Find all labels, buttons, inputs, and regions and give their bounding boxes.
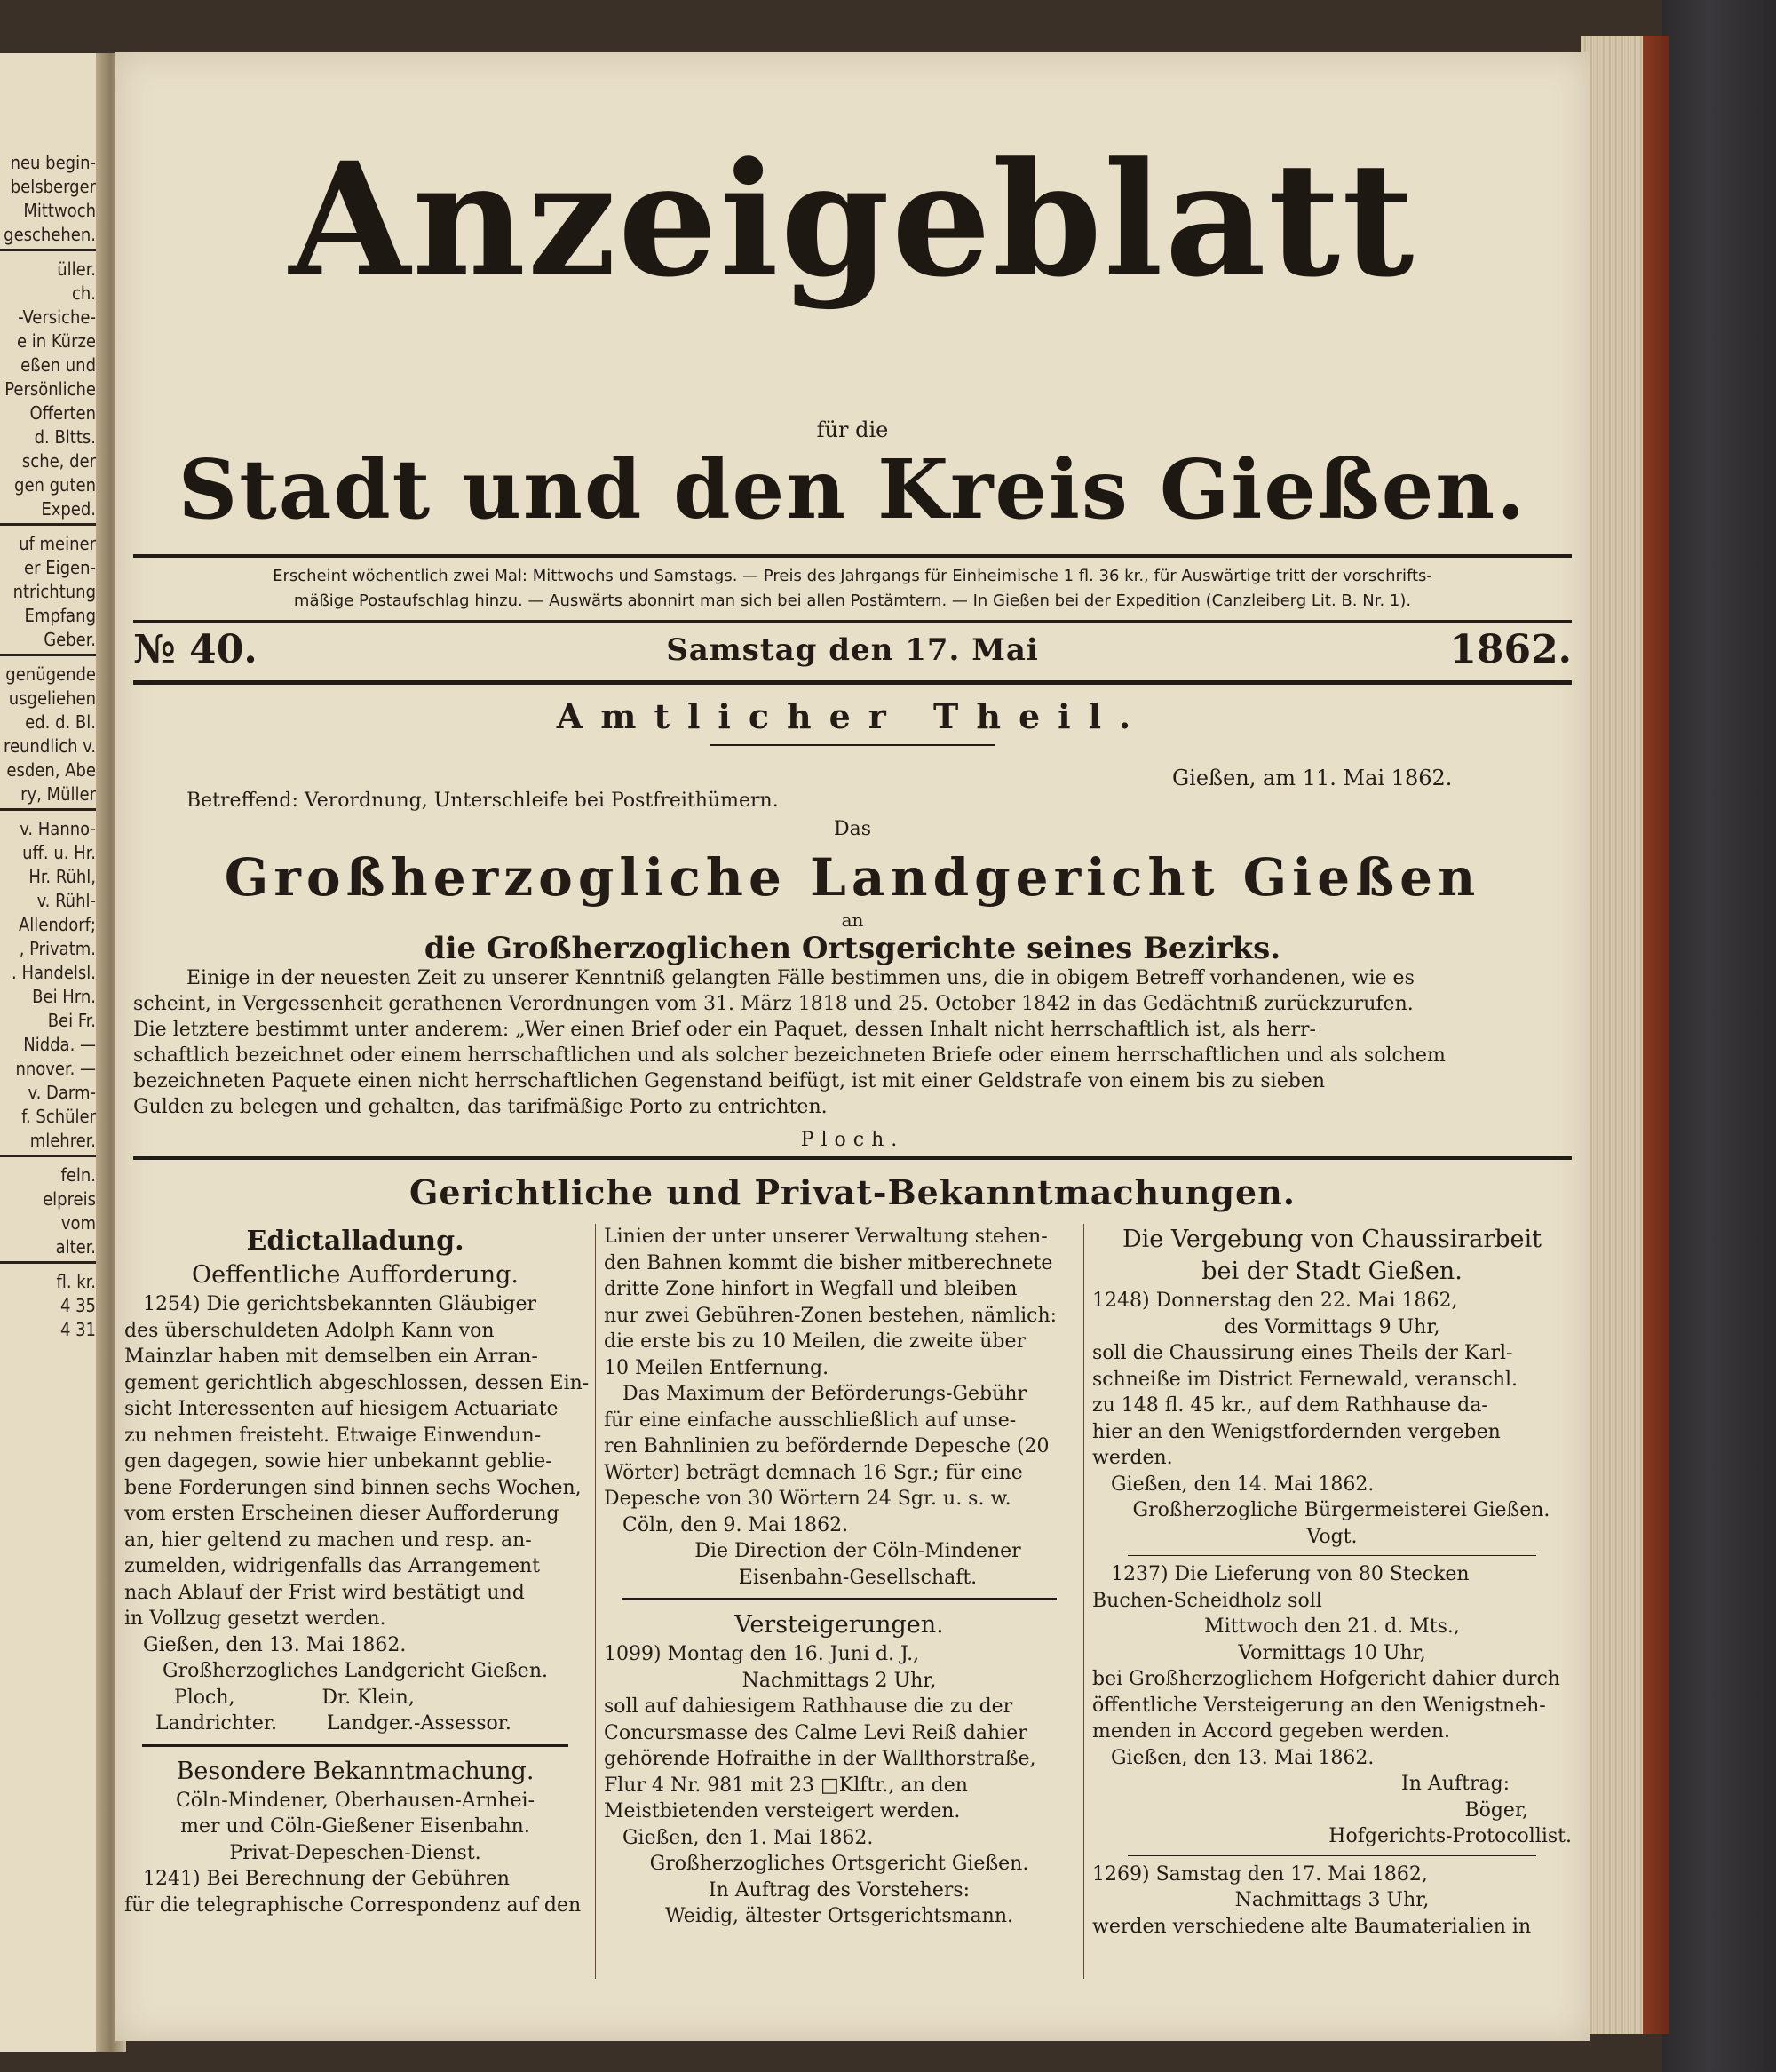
column-line: Gießen, den 13. Mai 1862.: [124, 1633, 407, 1656]
column-line: Depesche von 30 Wörtern 24 Sgr. u. s. w.: [604, 1488, 1011, 1510]
column-heading: Oeffentliche Aufforderung.: [192, 1261, 519, 1289]
left-page-line: geschehen.: [4, 224, 96, 245]
column-line: Die Direction der Cöln-Mindener: [657, 1540, 1021, 1562]
masthead-title: Anzeigeblatt: [289, 128, 1416, 312]
column-line: öffentliche Versteigerung an den Wenigstneh-: [1092, 1694, 1546, 1717]
book-binding: [1662, 0, 1776, 2072]
left-page-line: e in Kürze: [16, 330, 96, 352]
official-body-line: Einige in der neuesten Zeit zu unserer Kenntniß gelangten Fälle bestimmen uns, die in obigem Betreff vorhandenen, wie es: [186, 967, 1415, 989]
column-line: zumelden, widrigenfalls das Arrangement: [124, 1555, 541, 1577]
column-line: an, hier geltend zu machen und resp. an-: [124, 1528, 532, 1552]
left-page-line: üller.: [57, 258, 96, 280]
left-page-line: 4 35: [59, 1295, 96, 1316]
official-body-line: Gulden zu belegen und gehalten, das tarifmäßige Porto zu entrichten.: [133, 1096, 828, 1118]
left-page-line: eßen und: [20, 354, 96, 376]
column-line: werden.: [1092, 1447, 1173, 1469]
column-heading: Besondere Bekanntmachung.: [176, 1757, 535, 1785]
column-line: 1248) Donnerstag den 22. Mai 1862,: [1092, 1290, 1458, 1312]
left-page-rule: [0, 249, 96, 251]
official-an: an: [841, 909, 864, 931]
issue-rule-bottom: [133, 680, 1572, 685]
left-page-line: mlehrer.: [29, 1130, 96, 1151]
official-section-title: Amtlicher Theil.: [556, 696, 1149, 736]
column-line: hier an den Wenigstfordernden vergeben: [1092, 1420, 1501, 1443]
column-line: ren Bahnlinien zu befördernde Depesche (20: [604, 1435, 1050, 1457]
column-line: für eine einfache ausschließlich auf unse-: [604, 1409, 1017, 1432]
column-line: 1254) Die gerichtsbekannten Gläubiger: [124, 1293, 537, 1315]
column-rule: [622, 1598, 1057, 1600]
column-line: Gießen, den 13. Mai 1862.: [1092, 1746, 1375, 1769]
column-line: Großherzogliche Bürgermeisterei Gießen.: [1114, 1499, 1550, 1521]
official-body-line: Die letztere bestimmt unter anderem: „Wer einen Brief oder ein Paquet, dessen Inhalt nicht herrschaftlich ist, als herr-: [133, 1019, 1316, 1041]
private-section-title: Gerichtliche und Privat-Bekanntmachungen.: [408, 1172, 1296, 1212]
left-page-line: belsberger: [10, 176, 96, 197]
column-line: In Auftrag:: [1401, 1773, 1572, 1795]
left-page-line: Nidda. —: [23, 1034, 96, 1055]
left-page-line: Bei Hrn.: [32, 986, 96, 1007]
column-line: Hofgerichts-Protocollist.: [1328, 1825, 1572, 1847]
left-page-line: Offerten: [29, 402, 96, 424]
left-page-line: Geber.: [44, 629, 96, 650]
column-line: gement gerichtlich abgeschlossen, dessen Ein-: [124, 1371, 590, 1394]
left-page-line: esden, Abe: [6, 759, 96, 781]
issue-row: [133, 627, 1572, 675]
column-line: sicht Interessenten auf hiesigem Actuariate: [124, 1398, 559, 1420]
column-line: 1269) Samstag den 17. Mai 1862,: [1092, 1862, 1428, 1885]
info-line-2: mäßige Postaufschlag hinzu. — Auswärts abonnirt man sich bei allen Postämtern. — In Gießen bei der Expedition (Canzleiberg Lit. B. Nr. 1).: [293, 591, 1412, 610]
column-line: vom ersten Erscheinen dieser Aufforderung: [124, 1503, 559, 1525]
left-page-line: ch.: [71, 282, 96, 304]
column-line: 1241) Bei Berechnung der Gebühren: [124, 1868, 510, 1890]
left-page-line: Allendorf;: [18, 914, 96, 935]
column-line: Weidig, ältester Ortsgerichtsmann.: [664, 1905, 1013, 1927]
masthead-subtitle: Stadt und den Kreis Gießen.: [178, 441, 1527, 537]
column-line: Vogt.: [1306, 1525, 1358, 1548]
left-page-line: er Eigen-: [24, 557, 96, 578]
issue-date: Samstag den 17. Mai: [666, 632, 1039, 668]
left-page-line: uf meiner: [19, 533, 96, 554]
column-line: Gießen, den 1. Mai 1862.: [604, 1826, 874, 1849]
left-page-rule: [0, 1261, 96, 1264]
column-line: in Vollzug gesetzt werden.: [124, 1608, 386, 1630]
left-page-line: vom: [60, 1212, 96, 1234]
column-line: den Bahnen kommt die bisher mitberechnete: [604, 1251, 1053, 1274]
column-line: bei Großherzoglichem Hofgericht dahier durch: [1092, 1668, 1560, 1690]
column-line: Gießen, den 14. Mai 1862.: [1092, 1473, 1375, 1496]
column-line: Wörter) beträgt demnach 16 Sgr.; für eine: [604, 1461, 1023, 1484]
left-page-line: genügende: [5, 663, 96, 685]
column-line: zu 148 fl. 45 kr., auf dem Rathhause da-: [1092, 1394, 1488, 1417]
left-page-line: f. Schüler: [21, 1106, 96, 1127]
left-page-line: , Privatm.: [19, 938, 96, 959]
column-line: Großherzogliches Ortsgericht Gießen.: [649, 1853, 1029, 1875]
left-page-line: d. Bltts.: [34, 426, 96, 448]
column-line: gehörende Hofraithe in der Wallthorstraße,: [604, 1748, 1036, 1770]
column-line: schneiße im District Fernewald, veranschl.: [1092, 1368, 1518, 1391]
left-page-line: uff. u. Hr.: [22, 842, 96, 863]
column-line: die erste bis zu 10 Meilen, die zweite über: [604, 1330, 1026, 1353]
left-page-line: Persönliche: [4, 378, 96, 400]
column-line: Nachmittags 3 Uhr,: [1234, 1889, 1430, 1911]
private-rule-top: [133, 1156, 1572, 1160]
column-line: 1099) Montag den 16. Juni d. J.,: [604, 1643, 920, 1665]
official-subject: Betreffend: Verordnung, Unterschleife bei Postfreithümern.: [186, 790, 779, 812]
issue-number: № 40.: [133, 627, 258, 672]
official-place-date: Gießen, am 11. Mai 1862.: [1172, 766, 1453, 790]
left-page-line: usgeliehen: [8, 687, 96, 709]
left-page-line: nnover. —: [15, 1058, 96, 1079]
column-line: Linien der unter unserer Verwaltung stehen-: [604, 1226, 1048, 1248]
column-line: Cöln, den 9. Mai 1862.: [604, 1513, 849, 1536]
official-das: Das: [833, 818, 872, 840]
left-page-line: Exped.: [41, 498, 96, 520]
column-rule: [1128, 1855, 1536, 1856]
column-divider-2: [1083, 1224, 1084, 1979]
column-3: [1092, 1224, 1572, 1940]
column-line: dritte Zone hinfort in Wegfall und bleiben: [604, 1278, 1018, 1300]
info-line-1: Erscheint wöchentlich zwei Mal: Mittwochs und Samstags. — Preis des Jahrgangs für Einheimische 1 fl. 36 kr., für Auswärtige tritt der vorschrifts-: [273, 567, 1432, 585]
masthead-fuer-die: für die: [816, 417, 889, 442]
column-line: bene Forderungen sind binnen sechs Wochen,: [124, 1476, 582, 1499]
official-body-line: scheint, in Vergessenheit gerathenen Verordnungen vom 31. März 1818 und 25. October 1842 in das Gedächtniß zurückzurufen.: [133, 993, 1414, 1015]
left-page-line: fl. kr.: [56, 1271, 96, 1292]
left-page-line: Hr. Rühl,: [28, 866, 96, 887]
column-line: Eisenbahn-Gesellschaft.: [701, 1566, 978, 1589]
left-page-line: ed. d. Bl.: [25, 711, 96, 733]
book-spine-edge: [1643, 36, 1669, 2034]
left-page-rule: [0, 808, 96, 811]
column-line: Böger,: [1464, 1798, 1572, 1822]
left-page-line: v. Darm-: [28, 1082, 96, 1103]
column-line: Buchen-Scheidholz soll: [1092, 1589, 1322, 1612]
left-page-line: neu begin-: [10, 152, 96, 173]
column-rule: [142, 1744, 568, 1747]
column-line: Nachmittags 2 Uhr,: [741, 1669, 937, 1692]
column-line: nach Ablauf der Frist wird bestätigt und: [124, 1581, 525, 1604]
left-page-line: Empfang: [24, 605, 96, 626]
left-page-line: gen guten: [14, 474, 96, 496]
left-page-line: Bei Fr.: [47, 1010, 96, 1031]
left-page-line: elpreis: [43, 1188, 96, 1210]
column-line: Mainzlar haben mit demselben ein Arran-: [124, 1346, 538, 1368]
column-heading: bei der Stadt Gießen.: [1201, 1258, 1463, 1285]
column-line: menden in Accord gegeben werden.: [1092, 1720, 1450, 1743]
left-page-line: 4 31: [59, 1319, 96, 1340]
left-page-fragment: [0, 53, 107, 2052]
column-line: 10 Meilen Entfernung.: [604, 1356, 829, 1379]
left-page-line: ntrichtung: [12, 581, 96, 602]
newspaper-page: [115, 52, 1590, 2041]
column-line: werden verschiedene alte Baumaterialien in: [1092, 1915, 1532, 1938]
issue-year: 1862.: [1449, 627, 1572, 672]
column-line: soll auf dahiesigem Rathhause die zu der: [604, 1695, 1013, 1718]
column-line: Das Maximum der Beförderungs-Gebühr: [604, 1383, 1027, 1405]
column-line: für die telegraphische Correspondenz auf den: [124, 1893, 582, 1917]
left-page-rule: [0, 523, 96, 526]
column-line: Mittwoch den 21. d. Mts.,: [1204, 1616, 1460, 1638]
column-divider-1: [595, 1224, 596, 1979]
issue-rule-top: [133, 620, 1572, 623]
column-line: Privat-Depeschen-Dienst.: [229, 1841, 481, 1864]
official-underline: [710, 744, 995, 746]
column-line: soll die Chaussirung eines Theils der Karl-: [1092, 1342, 1513, 1364]
column-line: Vormittags 10 Uhr,: [1238, 1641, 1426, 1664]
left-page-line: -Versiche-: [18, 306, 96, 328]
left-page-line: . Handelsl.: [12, 962, 96, 983]
column-line: Flur 4 Nr. 981 mit 23 □Klftr., an den: [604, 1774, 968, 1797]
left-page-rule: [0, 654, 96, 656]
column-rule: [1128, 1555, 1536, 1556]
column-heading: Edictalladung.: [246, 1226, 464, 1257]
official-court-name: Großherzogliche Landgericht Gießen: [224, 847, 1481, 908]
column-line: Concursmasse des Calme Levi Reiß dahier: [604, 1721, 1027, 1744]
column-1: [124, 1224, 590, 1918]
left-page-line: sche, der: [21, 450, 96, 472]
column-line: gen dagegen, sowie hier unbekannt geblie-: [124, 1450, 552, 1473]
column-line: nur zwei Gebühren-Zonen bestehen, nämlich:: [604, 1304, 1058, 1327]
column-line: Cöln-Mindener, Oberhausen-Arnhei-: [175, 1789, 535, 1812]
left-page-line: feln.: [60, 1164, 96, 1186]
column-heading: Die Vergebung von Chaussirarbeit: [1122, 1226, 1542, 1253]
column-line: zu nehmen freisteht. Etwaige Einwendun-: [124, 1424, 542, 1447]
column-line: Ploch, Dr. Klein,: [124, 1686, 415, 1709]
left-page-rule: [0, 1155, 96, 1157]
official-addressee: die Großherzoglichen Ortsgerichte seines Bezirks.: [424, 931, 1281, 966]
column-2: [604, 1224, 1074, 1930]
official-signature: Ploch.: [800, 1129, 905, 1151]
column-line: des überschuldeten Adolph Kann von: [124, 1319, 495, 1342]
column-line: Landrichter. Landger.-Assessor.: [124, 1712, 511, 1735]
column-line: In Auftrag des Vorstehers:: [708, 1878, 971, 1901]
column-heading: Versteigerungen.: [734, 1611, 944, 1639]
left-page-line: ry, Müller: [20, 783, 96, 805]
column-line: mer und Cöln-Gießener Eisenbahn.: [180, 1815, 530, 1838]
official-body-line: bezeichneten Paquete einen nicht herrschaftlichen Gegenstand beifügt, ist mit einer Geldstrafe von einem bis zu sieben: [133, 1070, 1325, 1092]
left-page-line: Mittwoch: [23, 200, 96, 221]
column-line: des Vormittags 9 Uhr,: [1224, 1315, 1440, 1338]
column-line: Meistbietenden versteigert werden.: [604, 1800, 961, 1822]
masthead-rule: [133, 554, 1572, 558]
left-page-line: alter.: [55, 1236, 96, 1258]
left-page-line: reundlich v.: [4, 735, 97, 757]
column-line: 1237) Die Lieferung von 80 Stecken: [1092, 1563, 1470, 1585]
column-line: Großherzogliches Landgericht Gießen.: [163, 1660, 548, 1682]
official-body-line: schaftlich bezeichnet oder einem herrschaftlichen und als solcher bezeichneten Briefe oder einem herrschaftlichen und als solchem: [133, 1044, 1446, 1067]
left-page-line: v. Hanno-: [20, 818, 96, 839]
left-page-line: v. Rühl-: [36, 890, 96, 911]
